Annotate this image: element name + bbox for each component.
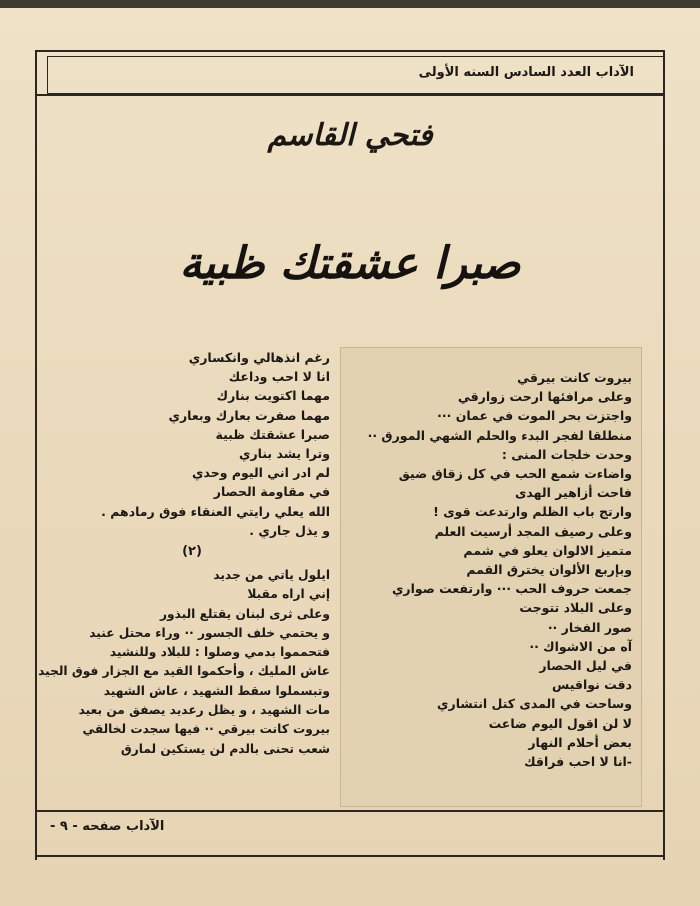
poem-line: رغم انذهالي وانكساري — [188, 350, 330, 365]
poem-line: دقت نواقيس — [552, 677, 632, 693]
poem-line: وعلى ثرى لبنان يقتلع البذور — [160, 606, 330, 621]
poem-line: لا لن اقول اليوم ضاعت — [488, 715, 632, 731]
poem-line: وبإربع الألوان يخترق القمم — [466, 562, 632, 578]
header-rule — [35, 94, 665, 96]
poem-line: الله يعلي رايتي العنقاء فوق رمادهم . — [101, 503, 330, 519]
poem-column-left-top — [25, 348, 330, 540]
running-header — [47, 56, 665, 94]
poem-column-left-bottom — [25, 566, 330, 759]
poem-line: مهما اكتويت بنارك — [216, 388, 330, 404]
poem-line: بيروت كانت بيرقي ·· فيها سجدت لخالقي — [82, 722, 330, 737]
poem-line: و يحتمي خلف الجسور ·· وراء محتل عنيد — [89, 625, 330, 640]
page-footer: الآداب صفحه - ٩ - — [50, 819, 165, 834]
poem-line: آه من الاشواك ·· — [529, 638, 632, 654]
poem-line: في مقاومة الحصار — [213, 484, 330, 500]
poem-line: واضاءت شمع الحب في كل زقاق ضيق — [398, 466, 632, 482]
poem-line: فتحمموا بدمي وصلوا : للبلاد وللنشيد — [109, 645, 330, 660]
poem-line: مات الشهيد ، و يظل رعديد يصفق من بعيد — [78, 703, 330, 718]
poem-line: وعلى مرافئها ارحت زوارقي — [457, 389, 632, 405]
poem-line: لم ادر اني اليوم وحدي — [192, 465, 330, 481]
poem-line: انا لا احب وداعك — [228, 369, 330, 385]
poem-line: جمعت حروف الحب ··· وارتفعت صواري — [391, 581, 632, 597]
poem-line: واجتزت بحر الموت في عمان ··· — [437, 408, 632, 424]
poem-column-right — [332, 368, 632, 771]
poem-line: و يذل جاري . — [249, 522, 330, 538]
poem-line: في ليل الحصار — [539, 658, 632, 674]
poem-line: وترا يشد بناري — [238, 446, 330, 462]
footer-bottom-rule — [35, 855, 665, 857]
poem-line: وحدت خلجات المنى : — [501, 446, 632, 462]
poem-line: عاش المليك ، وأحكموا القيد مع الجزار فوق الجيد — [38, 664, 330, 679]
poem-line: وارتج باب الظلم وارتدعت قوى ! — [433, 504, 632, 520]
poem-line: شعب تحنى بالدم لن يستكين لمارق — [120, 741, 330, 756]
poem-line: وعلى رصيف المجد أرسيت العلم — [434, 523, 632, 539]
top-rule — [35, 50, 665, 52]
poem-line: صبرا عشقتك ظبية — [215, 426, 330, 442]
scan-top-edge — [0, 0, 700, 8]
poem-line: منطلقا لفجر البدء والحلم الشهي المورق ·· — [367, 427, 632, 443]
poem-line: متميز الالوان يعلو في شمم — [463, 542, 632, 558]
poem-line: فاحت أزاهير الهدى — [514, 485, 632, 501]
poem-line: بعض أحلام النهار — [528, 734, 632, 750]
poem-line: وعلى البلاد تتوجت — [519, 600, 632, 616]
author-name: فتحي القاسم — [267, 118, 433, 153]
poem-line: وساحت في المدى كتل انتشاري — [437, 696, 632, 712]
poem-line: بيروت كانت بيرقي — [517, 370, 632, 385]
footer-top-rule — [35, 810, 665, 812]
poem-line: إني اراه مقبلا — [247, 587, 330, 602]
running-header-text: الآداب العدد السادس السنه الأولى — [418, 65, 634, 80]
poem-line: مهما صفرت بعارك وبعاري — [168, 407, 330, 423]
poem-line: ايلول ياتي من جديد — [213, 568, 330, 582]
poem-title: صبرا عشقتك ظبية — [179, 238, 521, 289]
poem-line: وتبسملوا سقط الشهيد ، عاش الشهيد — [103, 683, 330, 698]
poem-line: صور الفخار ·· — [547, 619, 632, 635]
section-number: (٢) — [182, 544, 202, 559]
poem-line: -انا لا احب فراقك — [524, 754, 632, 770]
